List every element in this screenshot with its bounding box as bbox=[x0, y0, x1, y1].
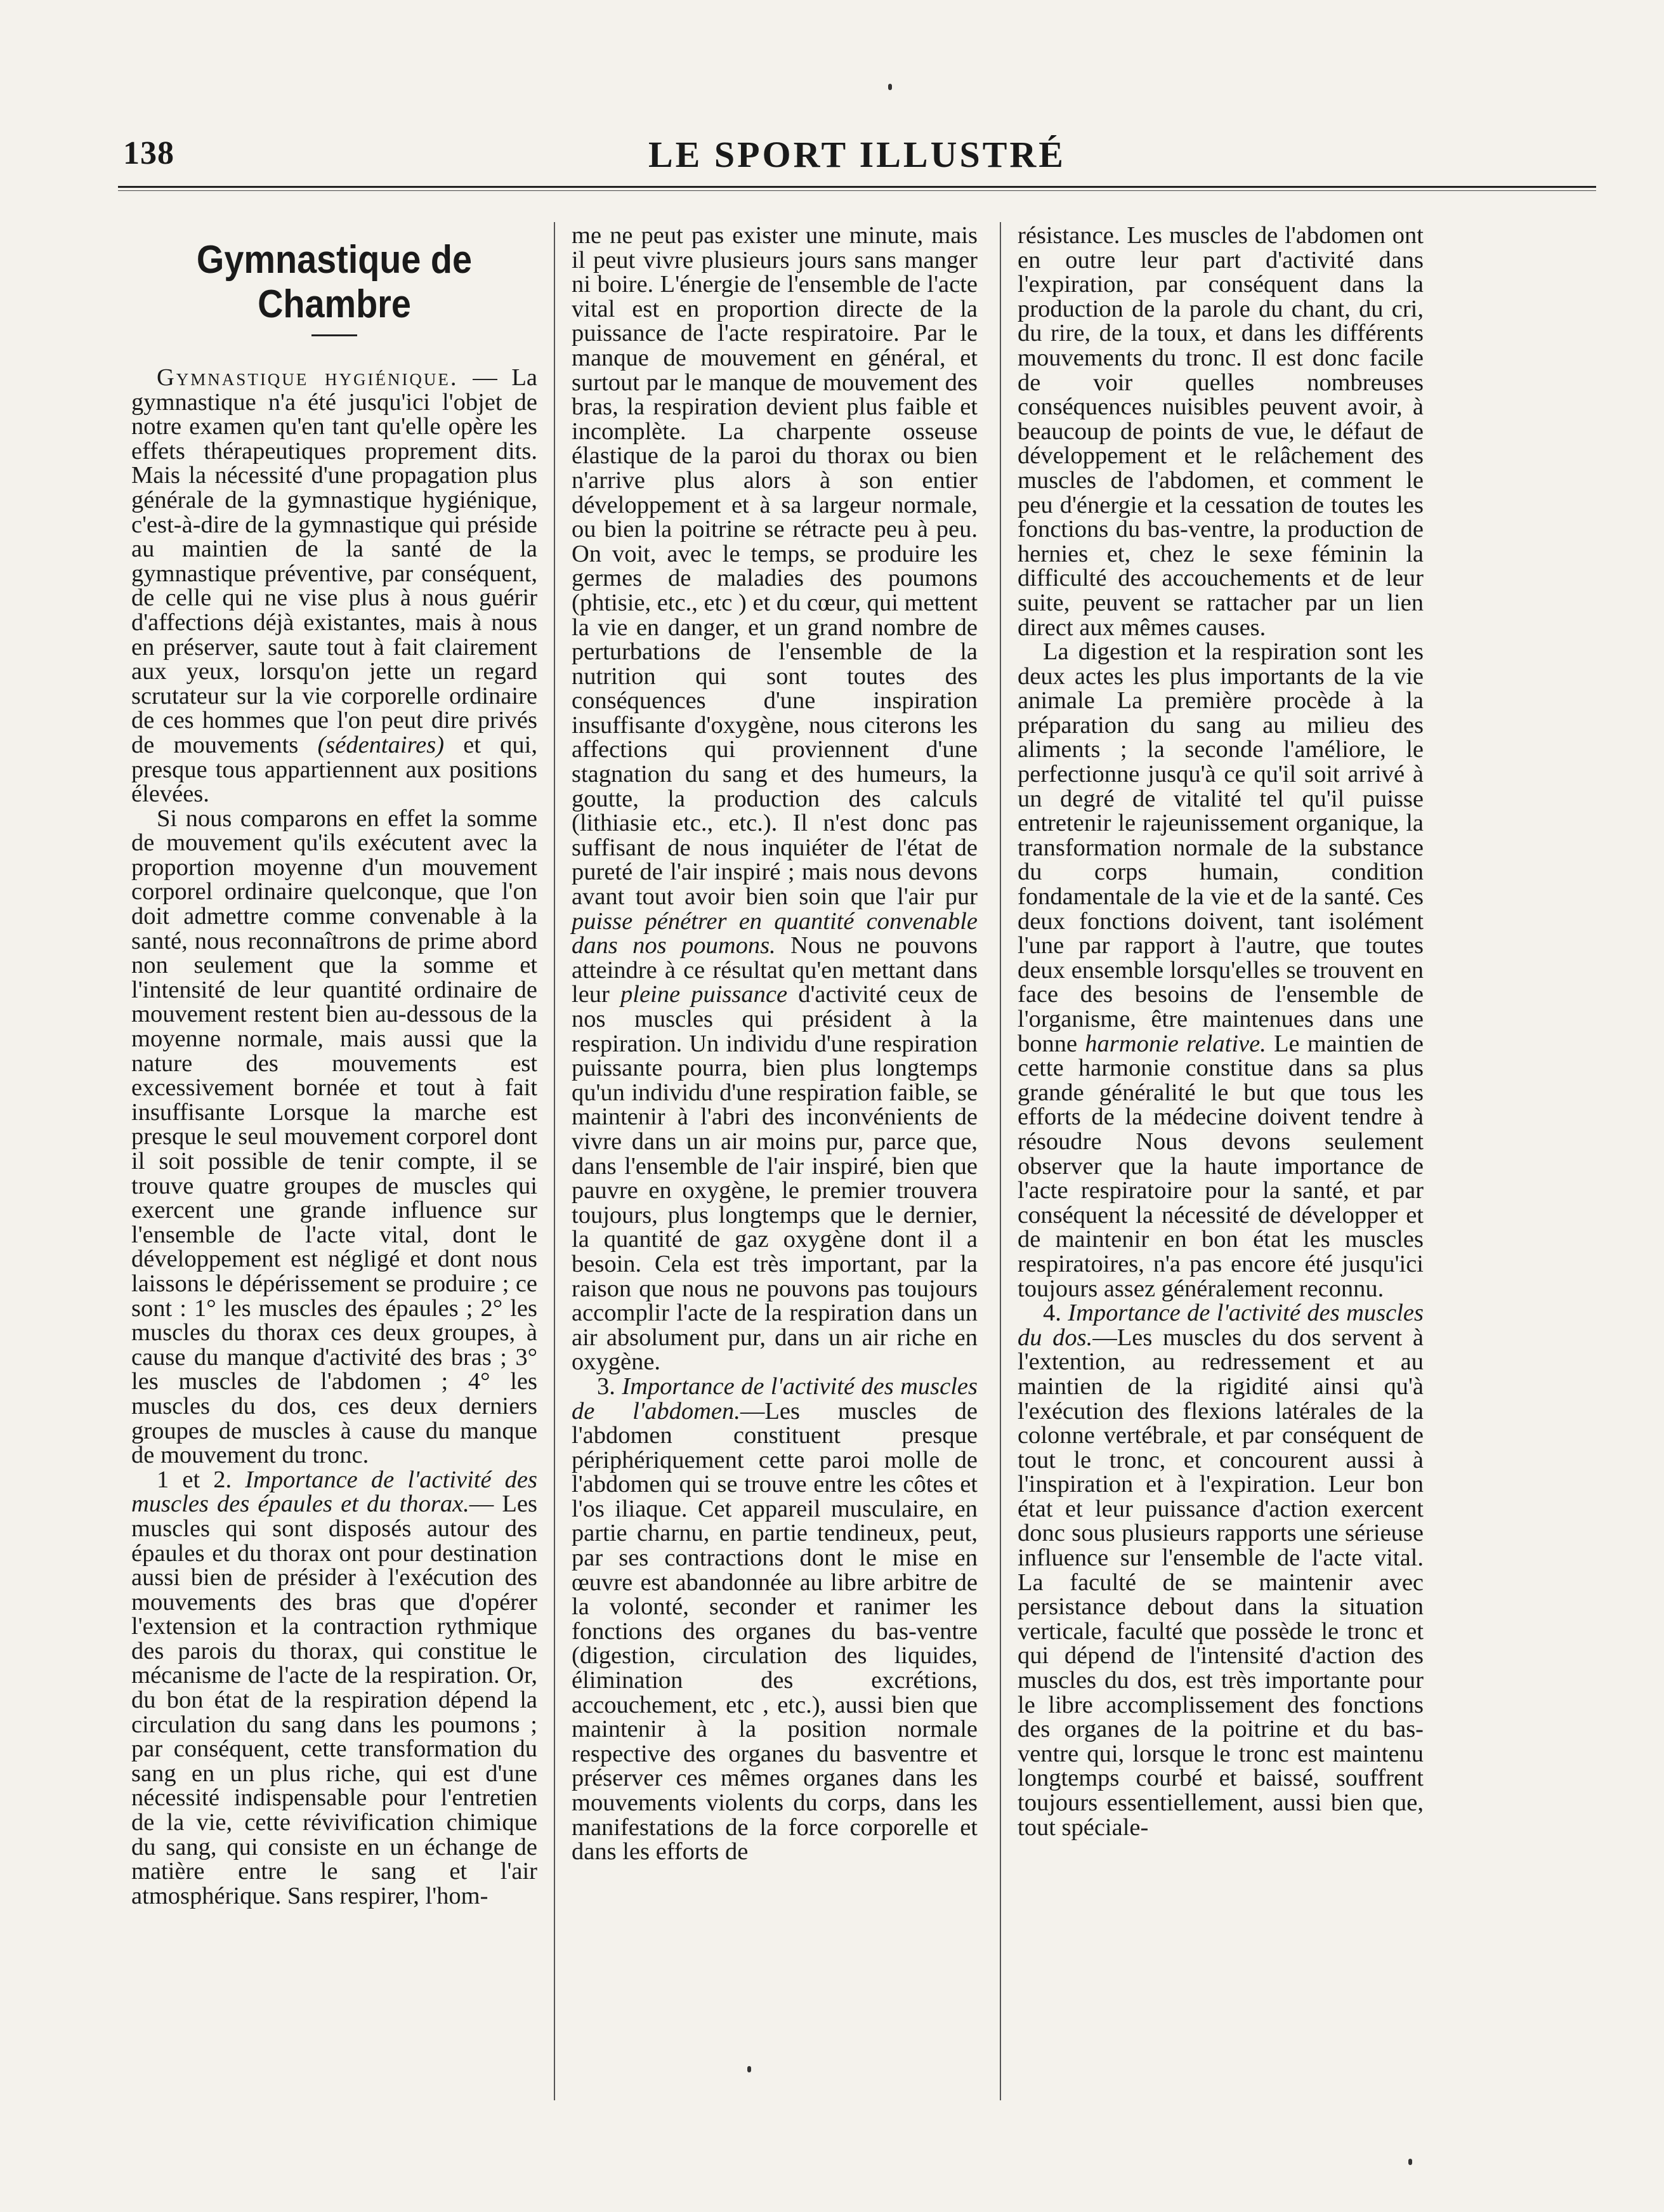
paragraph: Si nous comparons en effet la somme de mouvement qu'ils exécutent avec la proportion moyenne d'un mouvement corporel ordinaire quelconque, que l'on doit admettre comme convenable à la santé, nous reconnaîtrons de prime abord non seulement que la somme et l'intensité de leur quantité ordinaire de mouvement restent bien au-dessous de la moyenne normale, mais aussi que la nature des mouvements est excessivement bornée et tout à fait insuffisante Lorsque la marche est presque le seul mouvement corporel dont il soit possible de tenir compte, il se trouve quatre groupes de muscles qui exercent une grande influence sur l'ensemble de l'acte vital, dont le développement est négligé et dont nous laissons le dépérissement se produire ; ce sont : 1° les muscles des épaules ; 2° les muscles du thorax ces deux groupes, à cause du manque d'activité des bras ; 3° les muscles de l'abdomen ; 4° les muscles du dos, ces deux derniers groupes de muscles à cause du manque de mouvement du tronc. bbox=[131, 805, 537, 1469]
print-speck bbox=[747, 2066, 751, 2072]
section-number: 3. bbox=[597, 1373, 622, 1400]
section-heading: Importance de l'activité des muscles du dos. bbox=[1018, 1300, 1424, 1351]
paragraph-text: —Les muscles de l'abdomen constituent presque périphériquement cette paroi molle de l'abdomen qui se trouve entre les côtes et l'os iliaque. Cet appareil musculaire, en partie charnu, en partie tendineux, peut, par ses contractions dont le mise en œuvre est abandonnée au libre arbitre de la volonté, seconder et ranimer les fonctions des organes du bas-ventre (digestion, circulation des liquides, élimination des excrétions, accouchement, etc , etc.), aussi bien que maintenir à la position normale respective des organes du basventre et préserver ces mêmes organes dans les mouvements violents du corps, dans les manifestations de la force corporelle et dans les efforts de bbox=[572, 1397, 978, 1866]
section-heading: Importance de l'activité des muscles des épaules et du thorax. bbox=[131, 1466, 537, 1518]
paragraph bbox=[572, 1374, 978, 1864]
title-separator bbox=[311, 334, 357, 336]
column-divider bbox=[554, 222, 555, 2100]
print-speck bbox=[888, 84, 892, 90]
article-title: Gymnastique de Chambre bbox=[196, 238, 473, 326]
paragraph-text: d'activité ceux de nos muscles qui président à la respiration. Un individu d'une respiration puissante pourra, bien plus longtemps qu'un individu d'une respiration faible, se maintenir à l'abri des inconvénients de vivre dans un air moins pur, parce que, dans l'ensemble de l'air inspiré, bien que pauvre en oxygène, le premier trouvera toujours, plus longtemps que le dernier, la quantité de gaz oxygène dont il a besoin. Cela est très important, par la raison que nous ne pouvons pas toujours accomplir l'acte de la respiration dans un air absolument pur, dans un air riche en oxygène. bbox=[572, 981, 978, 1376]
emphasis-text: harmonie relative. bbox=[1085, 1030, 1266, 1057]
section-lead: Gymnastique hygiénique. bbox=[157, 364, 459, 391]
paragraph-text: La digestion et la respiration sont les deux actes les plus importants de la vie animale La première procède à la préparation du sang au milieu des aliments ; la seconde l'améliore, le perfectionne jusqu'à ce qu'il soit arrivé à un degré de vitalité tel qu'il puisse entretenir le rajeunissement organique, la transformation normale de la substance du corps humain, condition fondamentale de la vie et de la santé. Ces deux fonctions doivent, tant isolément l'une par rapport à l'autre, que toutes deux ensemble lorsqu'elles se trouvent en face des besoins de l'ensemble de l'organisme, être maintenues dans une bonne bbox=[1018, 638, 1424, 1057]
paragraph bbox=[572, 223, 978, 1374]
section-number: 1 et 2. bbox=[157, 1466, 246, 1493]
header-rule bbox=[118, 186, 1596, 188]
paragraph-text: Nous ne pouvons atteindre à ce résultat qu'en mettant dans leur bbox=[572, 932, 978, 1008]
section-heading: Importance de l'activité des muscles de l'abdomen. bbox=[572, 1373, 978, 1425]
emphasis-text: pleine puissance bbox=[620, 981, 788, 1008]
paragraph: résistance. Les muscles de l'abdomen ont en outre leur part d'activité dans l'expiration, par conséquent dans la production de la parole du chant, du cri, du rire, de la toux, et dans les différents mouvements du tronc. Il est donc facile de voir quelles nombreuses conséquences nuisibles peuvent avoir, à beaucoup de points de vue, le défaut de développement et le relâchement des muscles de l'abdomen, et comment le peu d'énergie et la cessation de toutes les fonctions du bas-ventre, la production de hernies et, chez le sexe féminin la difficulté des accouchements et de leur suite, peuvent se rattacher par un lien direct aux mêmes causes. bbox=[1018, 222, 1424, 641]
paragraph-text: — La gymnastique n'a été jusqu'ici l'objet de notre examen qu'en tant qu'elle opère les effets thérapeutiques proprement dits. Mais la nécessité d'une propagation plus générale de la gymnastique hygiénique, c'est-à-dire de la gymnastique qui préside au maintien de la santé de la gymnastique préventive, par conséquent, de celle qui ne vise plus à nous guérir d'affections déjà existantes, mais à nous en préserver, saute tout à fait clairement aux yeux, lorsqu'on jette un regard scrutateur sur la vie corporelle ordinaire de ces hommes que l'on peut dire privés de mouvements bbox=[131, 364, 537, 758]
paragraph-text: Le maintien de cette harmonie constitue dans sa plus grande généralité le but que tous les efforts de la médecine doivent tendre à résoudre Nous devons seulement observer que la haute importance de l'acte respiratoire pour la santé, et par conséquent la nécessité de développer et de maintenir en bon état les muscles respiratoires, n'a pas encore été jusqu'ici toujours assez généralement reconnu. bbox=[1018, 1030, 1424, 1302]
column-3 bbox=[1018, 223, 1424, 1840]
paragraph-text: — Les muscles qui sont disposés autour des épaules et du thorax ont pour destination aussi bien de présider à l'exécution des mouvements des bras que d'opérer l'extension et la contraction rythmique des parois du thorax, qui constitue le mécanisme de l'acte de la respiration. Or, du bon état de la respiration dépend la circulation du sang dans les poumons ; par conséquent, cette transformation du sang en un plus riche, qui est d'une nécessité indispensable pour l'entretien de la vie, cette révivification chimique du sang, qui consiste en un échange de matière entre le sang et l'air atmosphérique. Sans respirer, l'hom- bbox=[131, 1491, 537, 1909]
print-speck bbox=[1408, 2159, 1412, 2165]
paragraph bbox=[131, 1468, 537, 1909]
journal-title: LE SPORT ILLUSTRÉ bbox=[648, 134, 1066, 175]
paragraph-text: et qui, presque tous appartiennent aux positions élevées. bbox=[131, 731, 537, 808]
page-number: 138 bbox=[123, 135, 174, 171]
section-number: 4. bbox=[1043, 1300, 1068, 1327]
emphasis-text: puisse pénétrer en quantité convenable dans nos poumons. bbox=[572, 907, 978, 959]
column-2 bbox=[572, 223, 978, 1864]
running-head bbox=[118, 133, 1596, 178]
paragraph-text: —Les muscles du dos servent à l'extention, au redressement et au maintien de la rigidité ainsi qu'à l'exécution des flexions latérales de la colonne vertébrale, et par conséquent de tout le tronc, et concourent aussi à l'inspiration et à l'expiration. Leur bon état et leur puissance d'action exercent donc sous plusieurs rapports une sérieuse influence sur l'ensemble de l'acte vital. La faculté de se maintenir avec persistance debout dans la situation verticale, faculté que possède le tronc et qui dépend de l'intensité d'action des muscles du dos, est très importante pour le libre accomplissement des fonctions des organes de la poitrine et du bas-ventre qui, lorsque le tronc est maintenu longtemps courbé et baissé, souffrent toujours essentiellement, aussi bien que, tout spéciale- bbox=[1018, 1324, 1424, 1841]
emphasis-text: (sédentaires) bbox=[317, 731, 445, 758]
column-1 bbox=[131, 225, 537, 1908]
paragraph-text: me ne peut pas exister une minute, mais il peut vivre plusieurs jours sans manger ni boire. L'énergie de l'ensemble de l'acte vital est en proportion directe de la puissance de l'acte respiratoire. Par le manque de mouvement en général, et surtout par le manque de mouvement des bras, la respiration devient plus faible et incomplète. La charpente osseuse élastique de la paroi du thorax ou bien n'arrive plus alors à son entier développement et à sa largeur normale, ou bien la poitrine se rétracte peu à peu. On voit, avec le temps, se produire les germes de maladies des poumons (phtisie, etc., etc ) et du cœur, qui mettent la vie en danger, et un grand nombre de perturbations de l'ensemble de la nutrition qui sont toutes des conséquences d'une inspiration insuffisante d'oxygène, nous citerons les affections qui proviennent d'une stagnation du sang et des humeurs, la goutte, la production des calculs (lithiasie etc., etc.). Il n'est donc pas suffisant de nous inquiéter de l'état de pureté de l'air inspiré ; mais nous devons avant tout avoir bien soin que l'air pur bbox=[572, 222, 978, 911]
paragraph bbox=[1018, 1301, 1424, 1840]
header-rule-thin bbox=[118, 190, 1596, 191]
paragraph bbox=[1018, 640, 1424, 1301]
column-divider bbox=[1000, 222, 1001, 2100]
paragraph bbox=[131, 365, 537, 806]
